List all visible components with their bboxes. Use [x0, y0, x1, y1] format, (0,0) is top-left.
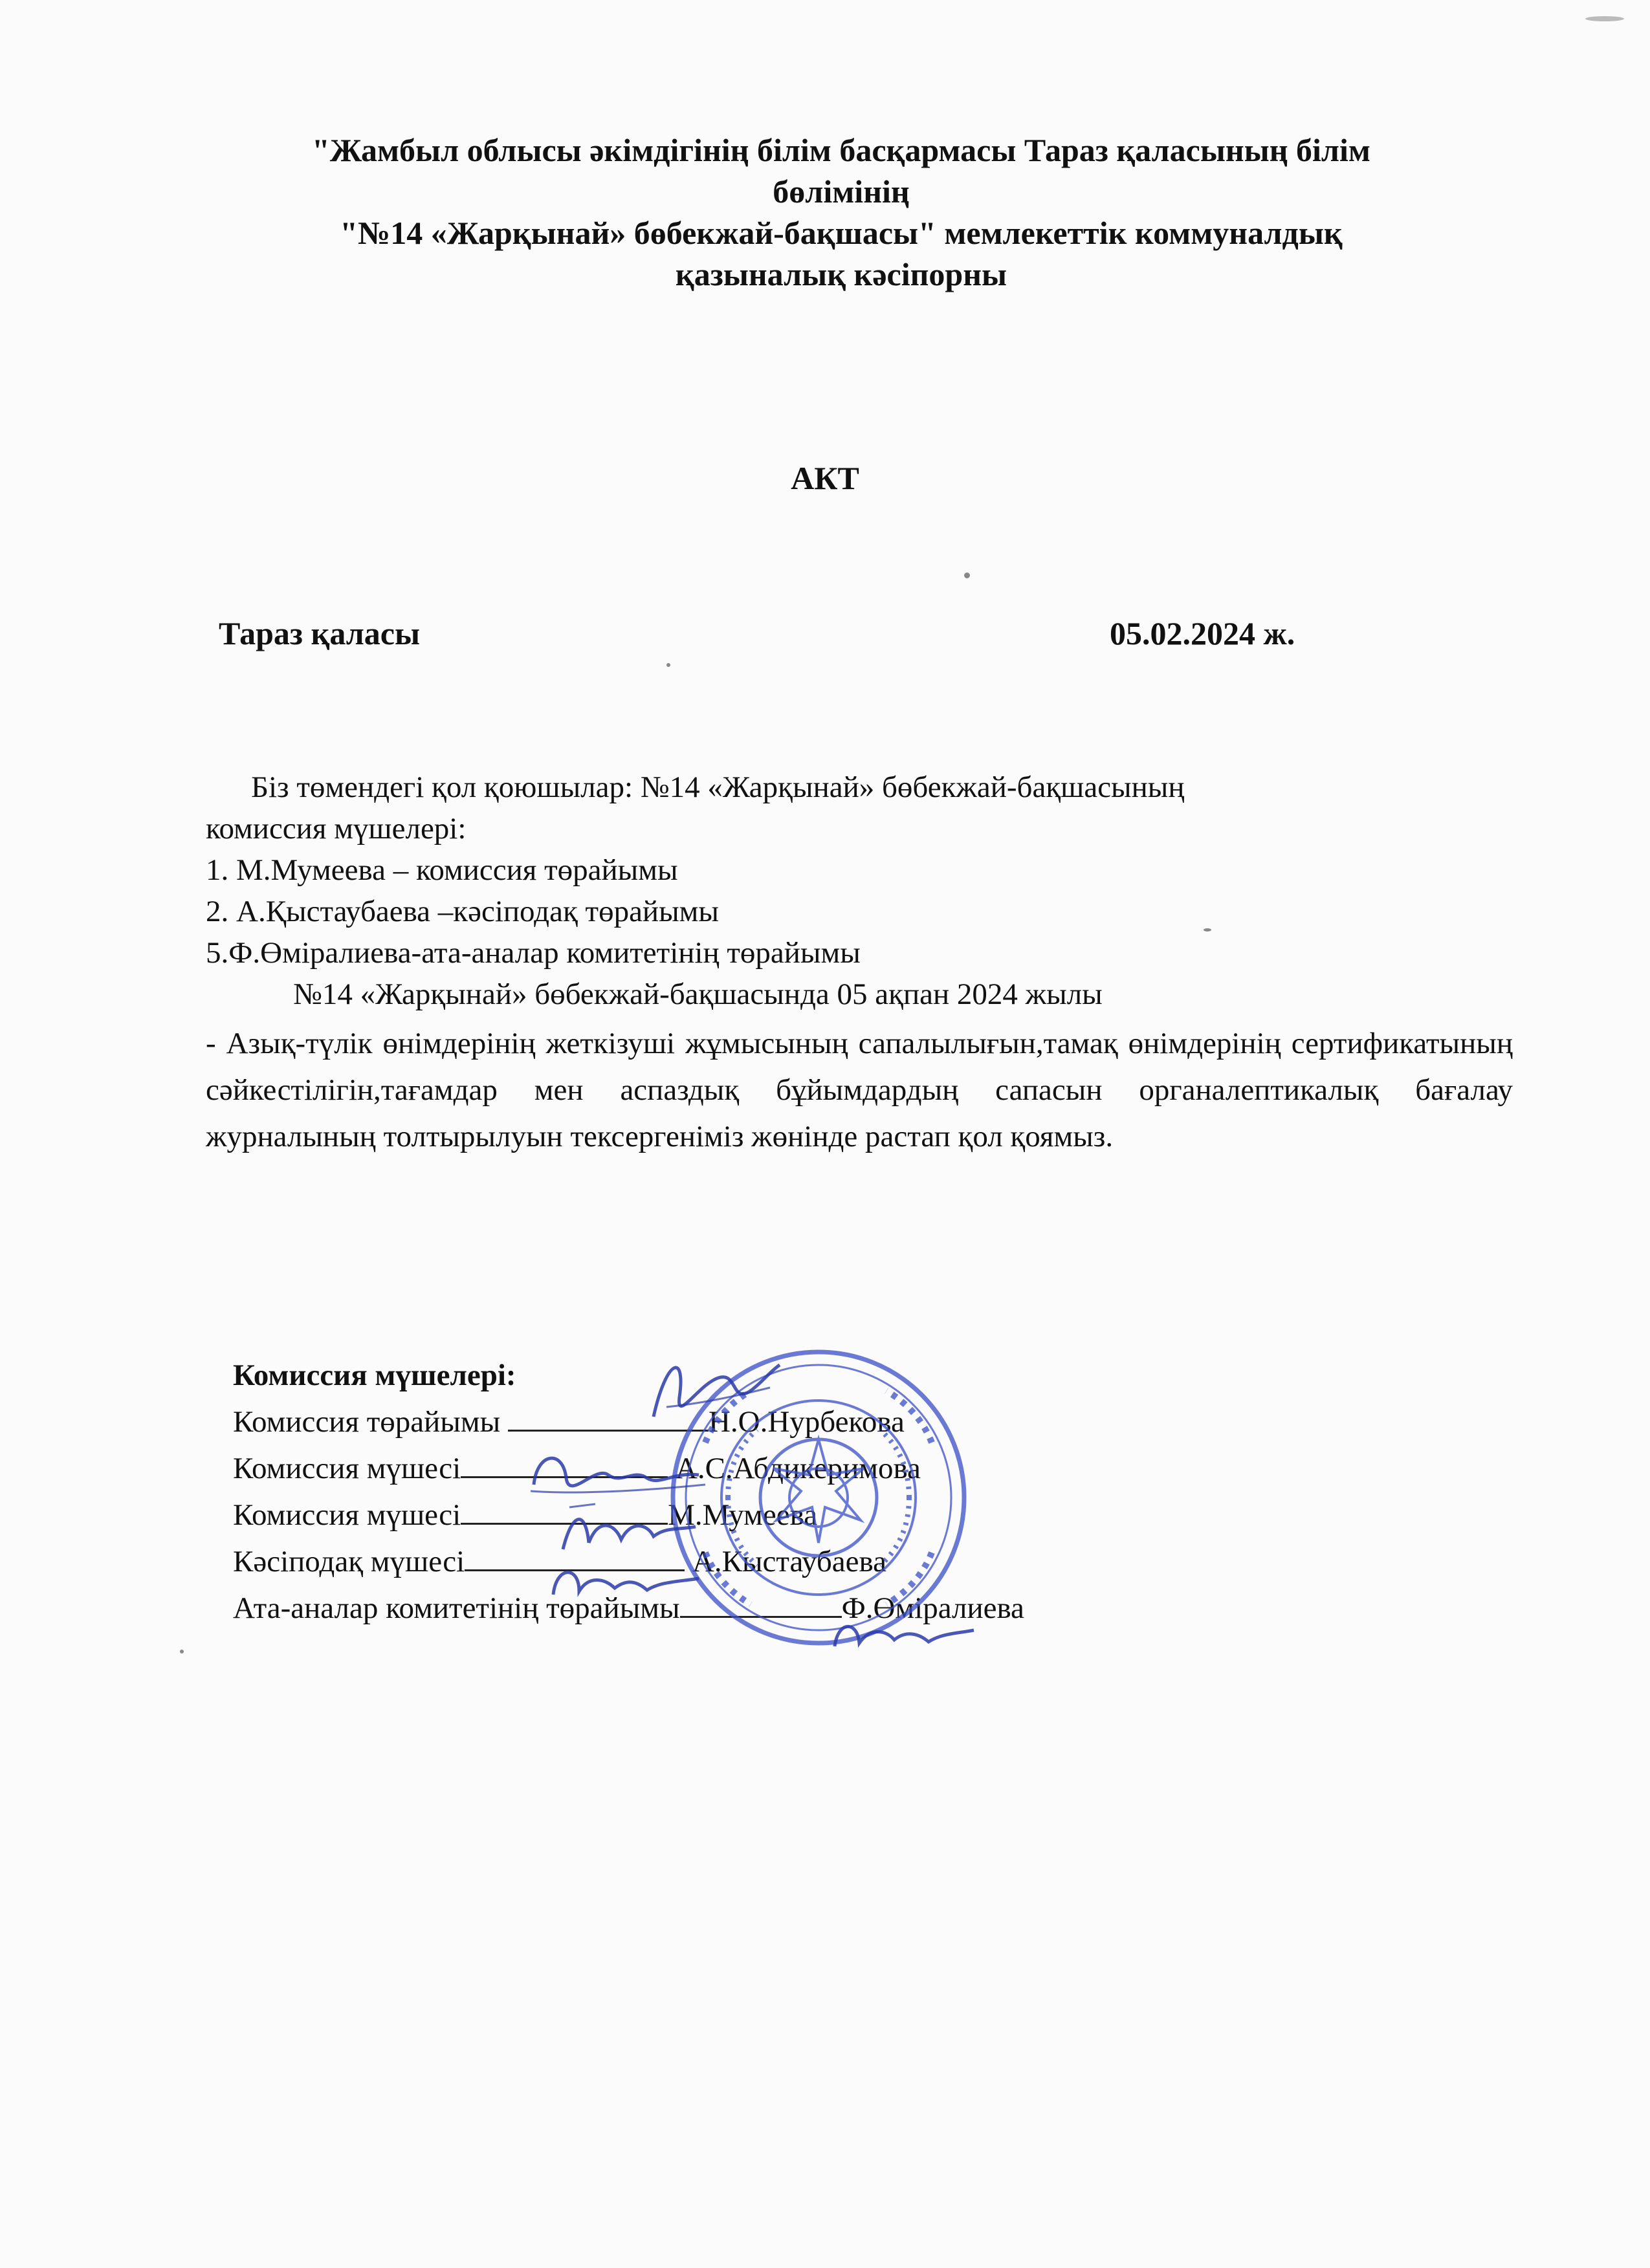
commission-signatures	[233, 1352, 1333, 1631]
scan-speck	[1585, 16, 1624, 21]
place-date-line: №14 «Жарқынай» бөбекжай-бақшасында 05 ақпан 2024 жылы	[293, 977, 1103, 1011]
signature-row	[233, 1445, 1333, 1492]
signature-role: Комиссия төрайымы	[233, 1405, 508, 1439]
signature-row	[233, 1399, 1333, 1445]
scan-speck	[666, 663, 670, 667]
signature-line	[465, 1541, 685, 1571]
signature-role: Ата-аналар комитетінің төрайымы	[233, 1591, 680, 1625]
document-date: 05.02.2024 ж.	[1110, 615, 1295, 651]
intro-line-1: Біз төмендегі қол қоюшылар: №14 «Жарқынай» бөбекжай-бақшасының	[251, 770, 1185, 804]
signature-row	[233, 1492, 1333, 1538]
signature-name: А.Кыстаубаева	[685, 1545, 886, 1578]
header-line-3: "№14 «Жарқынай» бөбекжай-бақшасы" мемлекеттік коммуналдық	[340, 215, 1343, 251]
signature-name: Н.О.Нурбекова	[708, 1405, 905, 1439]
header-line-2: бөлімінің	[773, 173, 910, 210]
commission-heading: Комиссия мүшелері:	[233, 1358, 516, 1392]
signature-row	[233, 1538, 1333, 1585]
scan-speck	[180, 1650, 184, 1653]
scan-speck	[1204, 928, 1211, 932]
signature-role: Кәсіподақ мүшесі	[233, 1545, 465, 1578]
signature-line	[461, 1448, 668, 1478]
member-item: 5.Ф.Өміралиева-ата-аналар комитетінің төрайымы	[206, 936, 861, 970]
header-line-1: "Жамбыл облысы әкімдігінің білім басқармасы Тараз қаласының білім	[312, 132, 1370, 168]
signature-role: Комиссия мүшесі	[233, 1498, 461, 1532]
act-body	[206, 767, 1513, 1160]
signature-name: Ф.Өміралиева	[841, 1591, 1024, 1625]
signature-row	[233, 1585, 1333, 1631]
scan-speck	[964, 572, 970, 578]
intro-line-2: комиссия мүшелері:	[206, 812, 467, 845]
signature-name: М.Мумеева	[668, 1498, 818, 1532]
document-header	[194, 129, 1488, 295]
member-item: 2. А.Қыстаубаева –кәсіподақ төрайымы	[206, 895, 719, 928]
place-label: Тараз қаласы	[219, 615, 421, 651]
signature-line	[461, 1494, 668, 1525]
signature-name: А.С.Абдикеримова	[668, 1452, 921, 1485]
signature-role: Комиссия мүшесі	[233, 1452, 461, 1485]
member-item: 1. М.Мумеева – комиссия төрайымы	[206, 853, 678, 887]
act-paragraph: - Азық-түлік өнімдерінің жеткізуші жұмысының сапалылығын,тамақ өнімдерінің сертификатының сәйкестілігін,тағамдар мен аспаздық бұйымдардың сапасын органалептикалық бағалау журналының толтырылуын тексергеніміз жөнінде растап қол қоямыз.	[206, 1027, 1513, 1153]
document-title: АКТ	[791, 460, 859, 496]
header-line-4: қазыналық кәсіпорны	[675, 256, 1007, 292]
signature-line	[680, 1587, 842, 1618]
signature-line	[508, 1401, 709, 1432]
